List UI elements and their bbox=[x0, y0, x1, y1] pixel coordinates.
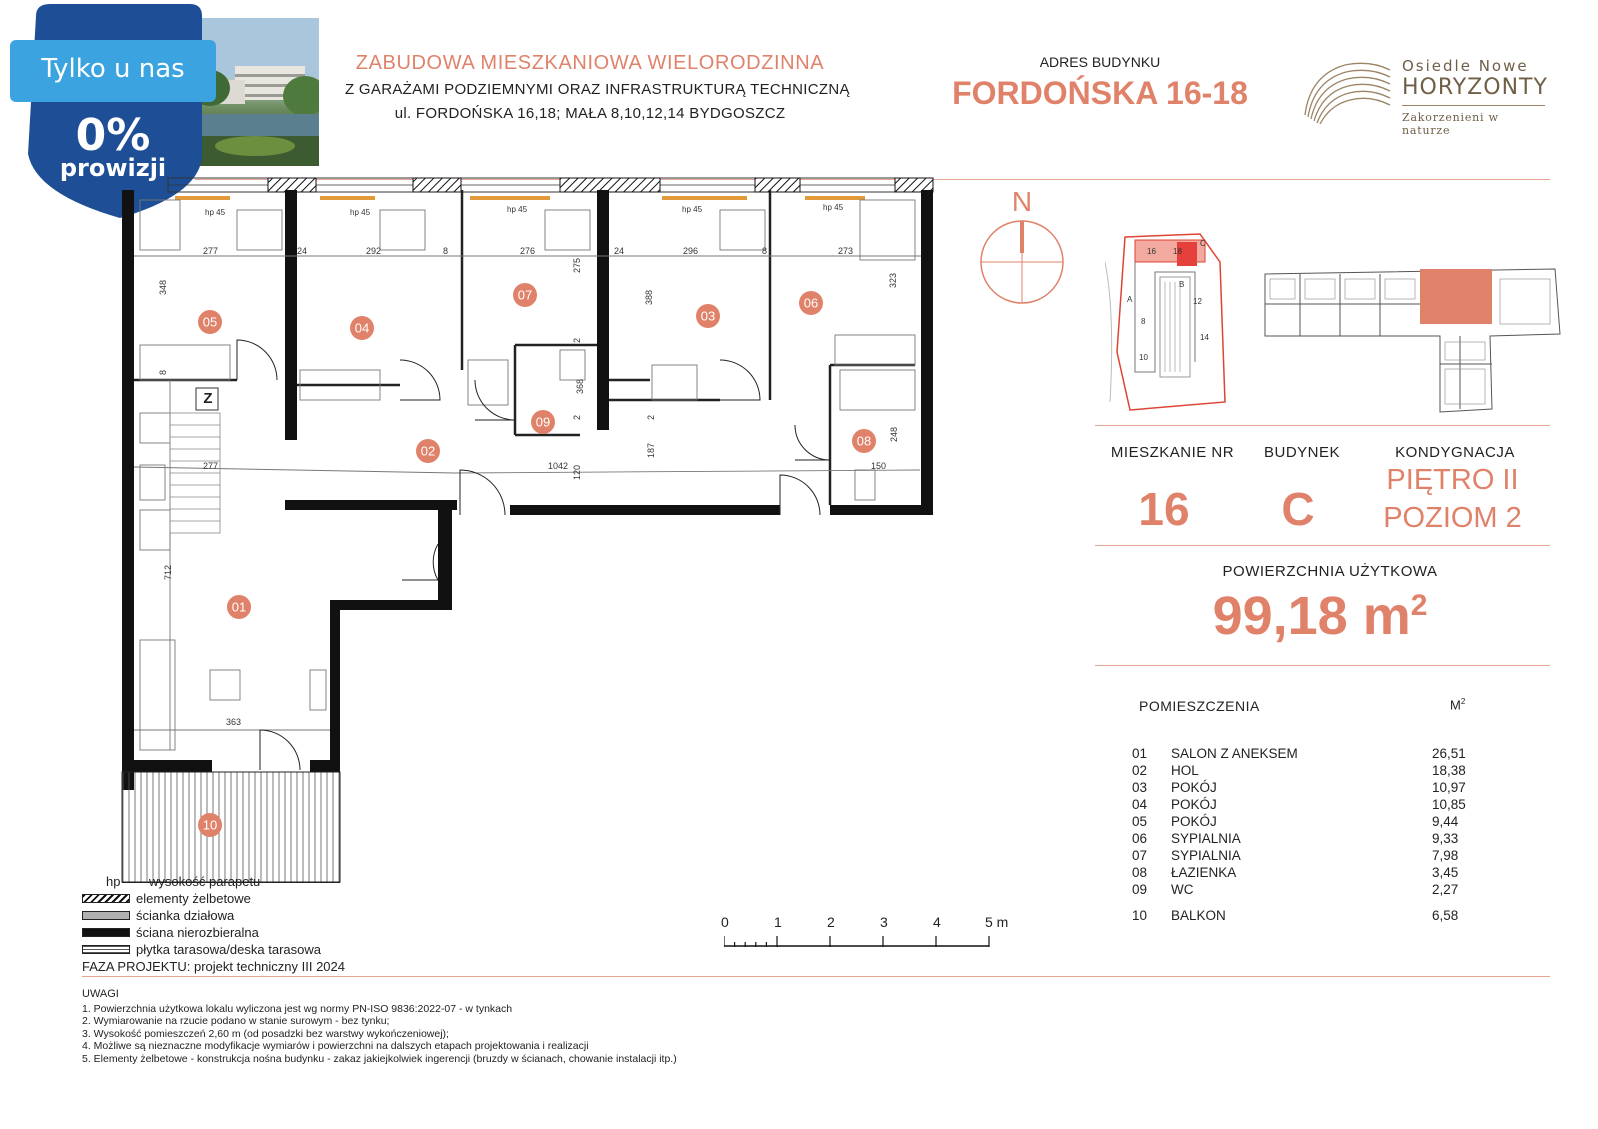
scale-tick-4: 4 bbox=[933, 914, 941, 930]
room-row bbox=[1132, 882, 1492, 899]
room-row-area: 26,51 bbox=[1432, 746, 1466, 761]
keyplan-C: C bbox=[1200, 239, 1206, 248]
room-row-number: 01 bbox=[1132, 746, 1148, 761]
site-key-plan bbox=[1105, 232, 1230, 412]
dimension-label: 275 bbox=[572, 257, 582, 273]
logo-mark-icon bbox=[1300, 55, 1395, 125]
room-row-name: POKÓJ bbox=[1171, 780, 1217, 795]
building-label: BUDYNEK bbox=[1263, 444, 1341, 461]
apartment-number-value: 16 bbox=[1138, 483, 1190, 535]
dimension-label: 273 bbox=[838, 246, 854, 256]
osiedle-logo[interactable] bbox=[1300, 55, 1550, 137]
room-row-name: POKÓJ bbox=[1171, 814, 1217, 829]
floor-value-2: POZIOM 2 bbox=[1383, 502, 1522, 534]
address-value: FORDOŃSKA 16-18 bbox=[952, 75, 1248, 111]
keyplan-18: 18 bbox=[1173, 247, 1182, 256]
dimension-label: 2 bbox=[646, 414, 656, 420]
room-row-area: 10,97 bbox=[1432, 780, 1466, 795]
keyplan-B: B bbox=[1179, 280, 1185, 289]
room-row bbox=[1132, 780, 1492, 797]
room-row bbox=[1132, 848, 1492, 865]
dimension-label: 2 bbox=[572, 337, 582, 343]
room-row-number: 08 bbox=[1132, 865, 1148, 880]
legend-row-grey bbox=[82, 908, 382, 924]
compass-north-label: N bbox=[1011, 186, 1033, 217]
floor-plan bbox=[0, 170, 960, 930]
legend-row-black bbox=[82, 925, 382, 941]
info-rule-top bbox=[1095, 425, 1550, 426]
room-row-name: BALKON bbox=[1171, 908, 1226, 923]
window-band bbox=[168, 178, 933, 200]
note-4: 4. Możliwe są nieznaczne modyfikacje wymiarów i powierzchni na dalszych etapach projektowania i realizacji bbox=[82, 1040, 589, 1052]
room-row-name: SALON Z ANEKSEM bbox=[1171, 746, 1298, 761]
scale-bar bbox=[718, 914, 1038, 954]
dimension-label: 120 bbox=[572, 464, 582, 480]
note-3: 3. Wysokość pomieszczeń 2,60 m (od posadzki bez warstwy wykończeniowej); bbox=[82, 1027, 449, 1040]
info-rule-mid bbox=[1095, 545, 1550, 546]
notes bbox=[82, 988, 882, 1065]
scale-tick-2: 2 bbox=[827, 914, 835, 930]
area-value: 99,18 m bbox=[1212, 586, 1411, 646]
logo-divider bbox=[1402, 105, 1545, 106]
room-row-area: 10,85 bbox=[1432, 797, 1466, 812]
room-row-name: SYPIALNIA bbox=[1171, 848, 1241, 863]
room-marker-04: 04 bbox=[354, 320, 370, 336]
legend-rule bbox=[82, 976, 1550, 977]
scale-bar-graphic bbox=[724, 932, 1004, 952]
area-value-wrap bbox=[1150, 585, 1490, 647]
legend-row-hatch bbox=[82, 891, 382, 907]
room-marker-07: 07 bbox=[517, 287, 533, 303]
scale-tick-5: 5 m bbox=[985, 914, 1009, 930]
dimension-label: 363 bbox=[226, 717, 242, 727]
room-row-area: 7,98 bbox=[1432, 848, 1459, 863]
keyplan-A: A bbox=[1127, 295, 1133, 304]
dimension-label: 323 bbox=[888, 272, 898, 288]
room-row-number: 10 bbox=[1132, 908, 1148, 923]
note-5: 5. Elementy żelbetowe - konstrukcja nośna budynku - zakaz jakiejkolwiek ingerencji (bruzdy w ścianach, chowanie instalacji itp.) bbox=[82, 1052, 677, 1065]
room-marker-03: 03 bbox=[700, 308, 716, 324]
dimension-label: 388 bbox=[644, 289, 654, 305]
note-2: 2. Wymiarowanie na rzucie podano w stanie surowym - bez tynku; bbox=[82, 1015, 390, 1027]
scale-tick-1: 1 bbox=[774, 914, 782, 930]
dimension-label: 2 bbox=[572, 414, 582, 420]
legend-hp-key: hp bbox=[106, 874, 121, 889]
sill-label-03: hp 45 bbox=[682, 205, 703, 214]
dimension-label: 277 bbox=[203, 246, 219, 256]
legend-text-black: ściana nierozbieralna bbox=[136, 925, 259, 940]
room-marker-06: 06 bbox=[803, 295, 819, 311]
promo-percent: 0% bbox=[75, 110, 151, 161]
dimension-label: 8 bbox=[762, 246, 768, 256]
dimension-label: 8 bbox=[443, 246, 449, 256]
room-row bbox=[1132, 865, 1492, 882]
dimension-label: 368 bbox=[575, 378, 585, 394]
rooms-header-unit bbox=[1450, 697, 1465, 712]
dimension-label: 248 bbox=[889, 426, 899, 442]
promo-line1: Tylko u nas bbox=[41, 54, 185, 84]
room-row-area: 3,45 bbox=[1432, 865, 1459, 880]
compass bbox=[976, 186, 1068, 306]
dimension-label: 712 bbox=[163, 564, 173, 580]
note-1: 1. Powierzchnia użytkowa lokalu wyliczona jest wg normy PN-ISO 9836:2022-07 - w tynkach bbox=[82, 1002, 513, 1015]
area-label: POWIERZCHNIA UŻYTKOWA bbox=[1222, 563, 1438, 580]
room-marker-05: 05 bbox=[202, 314, 218, 330]
keyplan-10: 10 bbox=[1139, 353, 1148, 362]
room-row-name: POKÓJ bbox=[1171, 797, 1217, 812]
dimension-label: 1042 bbox=[548, 461, 569, 471]
legend-swatch-hatch bbox=[82, 894, 130, 903]
dimension-label: 24 bbox=[614, 246, 625, 256]
legend-row-lines bbox=[82, 942, 382, 958]
dimension-label: 348 bbox=[158, 279, 168, 295]
room-row bbox=[1132, 763, 1492, 780]
dimension-label: 150 bbox=[871, 461, 887, 471]
legend bbox=[82, 874, 482, 974]
room-row-number: 05 bbox=[1132, 814, 1148, 829]
room-row-name: WC bbox=[1171, 882, 1194, 897]
room-row-area: 18,38 bbox=[1432, 763, 1466, 778]
logo-line3: Zakorzenieni w naturze bbox=[1402, 111, 1499, 137]
legend-text-grey: ścianka działowa bbox=[136, 908, 235, 923]
dimension-label: 24 bbox=[297, 246, 308, 256]
notes-title: UWAGI bbox=[82, 988, 119, 1000]
dimension-label: 187 bbox=[646, 442, 656, 458]
logo-line1: Osiedle Nowe bbox=[1402, 57, 1529, 75]
header-address-line: ul. FORDOŃSKA 16,18; MAŁA 8,10,12,14 BYDGOSZCZ bbox=[394, 105, 786, 122]
room-row-number: 07 bbox=[1132, 848, 1148, 863]
floor-value-1: PIĘTRO II bbox=[1386, 464, 1519, 496]
floor-key-plan bbox=[1260, 264, 1565, 414]
rooms-header-unit-text: M bbox=[1450, 697, 1461, 713]
room-row-number: 09 bbox=[1132, 882, 1148, 897]
scale-tick-3: 3 bbox=[880, 914, 888, 930]
legend-text-hatch: elementy żelbetowe bbox=[136, 891, 251, 906]
project-phase: FAZA PROJEKTU: projekt techniczny III 2024 bbox=[82, 959, 345, 974]
room-row-name: SYPIALNIA bbox=[1171, 831, 1241, 846]
info-rule-bottom bbox=[1095, 665, 1550, 666]
header-subtitle: Z GARAŻAMI PODZIEMNYMI ORAZ INFRASTRUKTURĄ TECHNICZNĄ bbox=[345, 81, 850, 98]
dimension-label: 296 bbox=[683, 246, 699, 256]
room-row-area: 6,58 bbox=[1432, 908, 1459, 923]
room-marker-10: 10 bbox=[202, 817, 218, 833]
keyplan-14: 14 bbox=[1200, 333, 1209, 342]
dimension-label: 8 bbox=[158, 369, 168, 375]
keyplan-12: 12 bbox=[1193, 297, 1202, 306]
room-marker-02: 02 bbox=[420, 443, 436, 459]
keyplan-16: 16 bbox=[1147, 247, 1156, 256]
room-row-area: 9,44 bbox=[1432, 814, 1459, 829]
address-label: ADRES BUDYNKU bbox=[1039, 54, 1161, 70]
dimension-label: 276 bbox=[520, 246, 536, 256]
room-row-area: 2,27 bbox=[1432, 882, 1459, 897]
legend-swatch-lines bbox=[82, 945, 130, 954]
room-row-number: 03 bbox=[1132, 780, 1148, 795]
room-row bbox=[1132, 831, 1492, 848]
room-row bbox=[1132, 908, 1492, 925]
sill-label-06: hp 45 bbox=[823, 203, 844, 212]
dimension-label: 292 bbox=[366, 246, 382, 256]
rooms-header-unit-sup: 2 bbox=[1460, 697, 1466, 706]
dimension-label: 277 bbox=[203, 461, 219, 471]
sill-label-04: hp 45 bbox=[350, 208, 371, 217]
promo-line3: prowizji bbox=[59, 154, 167, 182]
room-row-area: 9,33 bbox=[1432, 831, 1459, 846]
sill-label-07: hp 45 bbox=[507, 205, 528, 214]
legend-swatch-black bbox=[82, 928, 130, 937]
legend-swatch-grey bbox=[82, 911, 130, 920]
room-row-number: 04 bbox=[1132, 797, 1148, 812]
legend-text-lines: płytka tarasowa/deska tarasowa bbox=[136, 942, 321, 957]
building-value: C bbox=[1281, 483, 1315, 535]
scale-tick-0: 0 bbox=[721, 914, 729, 930]
legend-hp-text: wysokość parapetu bbox=[149, 874, 261, 889]
room-row-name: ŁAZIENKA bbox=[1171, 865, 1237, 880]
room-marker-08: 08 bbox=[856, 433, 872, 449]
compass-icon bbox=[976, 216, 1068, 306]
keyplan-8: 8 bbox=[1141, 317, 1146, 326]
rooms-list bbox=[1132, 746, 1492, 926]
room-row bbox=[1132, 797, 1492, 814]
room-row-name: HOL bbox=[1171, 763, 1199, 778]
sill-label-05: hp 45 bbox=[205, 208, 226, 217]
room-marker-01: 01 bbox=[231, 599, 247, 615]
room-row bbox=[1132, 814, 1492, 831]
apartment-number-label: MIESZKANIE NR bbox=[1110, 444, 1235, 461]
header-title: ZABUDOWA MIESZKANIOWA WIELORODZINNA bbox=[355, 52, 825, 74]
room-row-number: 06 bbox=[1132, 831, 1148, 846]
area-unit-sup: 2 bbox=[1410, 589, 1428, 622]
fridge-label: Z bbox=[203, 390, 213, 407]
logo-line2: HORYZONTY bbox=[1402, 75, 1548, 100]
rooms-header-name: POMIESZCZENIA bbox=[1139, 698, 1260, 714]
floor-label: KONDYGNACJA bbox=[1395, 444, 1515, 461]
room-marker-09: 09 bbox=[535, 414, 551, 430]
room-row bbox=[1132, 746, 1492, 763]
room-row-number: 02 bbox=[1132, 763, 1148, 778]
